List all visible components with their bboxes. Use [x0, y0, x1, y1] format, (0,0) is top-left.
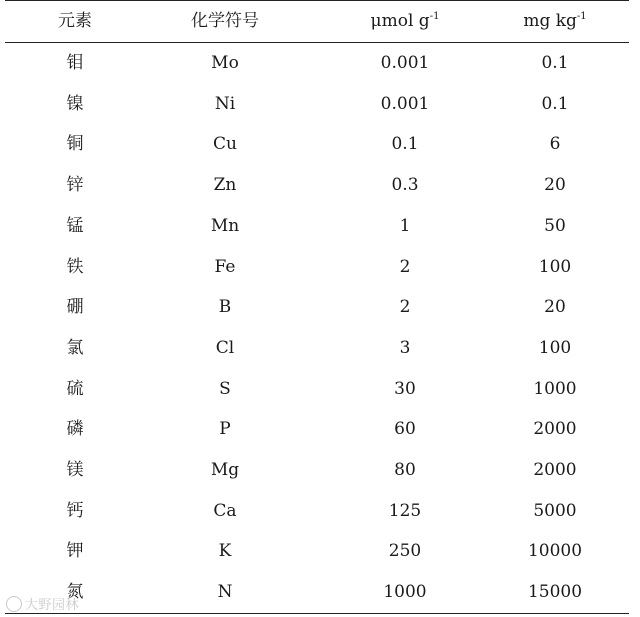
cell-umol: 0.001 — [380, 93, 430, 114]
header-mg-exponent: -1 — [576, 11, 587, 22]
table-row — [5, 531, 629, 571]
header-symbol: 化学符号 — [191, 11, 259, 31]
cell-symbol: Zn — [213, 175, 237, 196]
cell-mg: 2000 — [533, 419, 577, 440]
cell-mg: 10000 — [527, 541, 583, 562]
table-row — [5, 124, 629, 164]
cell-element: 磷 — [66, 419, 84, 440]
table-row — [5, 84, 629, 124]
cell-mg: 20 — [544, 175, 566, 196]
cell-element: 钼 — [66, 53, 84, 73]
cell-symbol: Fe — [214, 256, 236, 277]
cell-umol: 1000 — [383, 582, 427, 603]
cell-mg: 5000 — [533, 500, 577, 521]
cell-mg: 2000 — [533, 460, 577, 480]
cell-symbol: Cl — [215, 337, 235, 358]
cell-mg: 15000 — [527, 582, 583, 603]
cell-mg: 100 — [538, 256, 572, 277]
cell-umol: 2 — [399, 297, 411, 318]
table-row — [5, 206, 629, 246]
cell-umol: 2 — [399, 256, 411, 277]
table-row — [5, 369, 629, 409]
header-umol-exponent: -1 — [429, 11, 440, 22]
cell-mg: 1000 — [533, 378, 577, 399]
cell-element: 钾 — [66, 541, 84, 562]
cell-umol: 0.1 — [391, 134, 419, 155]
cell-element: 镍 — [66, 93, 84, 114]
cell-mg: 0.1 — [541, 93, 569, 114]
cell-umol: 125 — [388, 500, 422, 521]
cell-element: 氯 — [66, 337, 84, 358]
table-row — [5, 450, 629, 490]
cell-umol: 3 — [399, 337, 411, 358]
cell-element: 硼 — [66, 297, 84, 318]
cell-umol: 1 — [399, 215, 411, 236]
cell-symbol: Ca — [213, 500, 237, 521]
cell-symbol: Ni — [214, 93, 236, 114]
cell-element: 锌 — [66, 175, 84, 196]
table-bottom-rule — [5, 613, 629, 614]
table-row — [5, 43, 629, 83]
cell-umol: 60 — [394, 419, 416, 440]
header-mg-unit: mg kg — [523, 11, 577, 31]
table-header-row — [5, 1, 629, 41]
header-umol — [335, 1, 475, 41]
table-row — [5, 247, 629, 287]
logo-icon — [6, 596, 22, 612]
cell-element: 镁 — [66, 460, 84, 480]
cell-symbol: Mg — [210, 460, 240, 480]
cell-mg: 20 — [544, 297, 566, 318]
cell-symbol: P — [219, 419, 231, 440]
cell-symbol: N — [217, 582, 233, 603]
cell-mg: 50 — [544, 215, 566, 236]
cell-element: 锰 — [66, 215, 84, 236]
cell-mg: 6 — [549, 134, 561, 155]
cell-element: 铁 — [66, 256, 84, 277]
table-row — [5, 491, 629, 531]
cell-element: 铜 — [66, 134, 84, 155]
cell-umol: 80 — [394, 460, 416, 480]
header-element: 元素 — [58, 11, 92, 31]
header-umol-unit: μmol g — [370, 11, 430, 31]
table-row — [5, 287, 629, 327]
cell-symbol: Mn — [210, 215, 240, 236]
watermark-text: 大野园林 — [25, 598, 80, 613]
cell-symbol: S — [219, 378, 231, 399]
cell-mg: 100 — [538, 337, 572, 358]
table-row — [5, 572, 629, 612]
cell-symbol: B — [218, 297, 232, 318]
cell-symbol: Mo — [211, 53, 239, 73]
cell-umol: 30 — [394, 378, 416, 399]
cell-umol: 250 — [388, 541, 422, 562]
cell-umol: 0.001 — [380, 53, 430, 73]
cell-element: 钙 — [66, 500, 84, 521]
cell-umol: 0.3 — [391, 175, 419, 196]
cell-element: 氮 — [66, 582, 84, 603]
table-row — [5, 409, 629, 449]
cell-element: 硫 — [66, 378, 84, 399]
header-mg — [485, 1, 625, 41]
watermark — [6, 594, 79, 614]
cell-mg: 0.1 — [541, 53, 569, 73]
table-row — [5, 328, 629, 368]
cell-symbol: K — [218, 541, 232, 562]
table-row — [5, 165, 629, 205]
cell-symbol: Cu — [213, 134, 237, 155]
